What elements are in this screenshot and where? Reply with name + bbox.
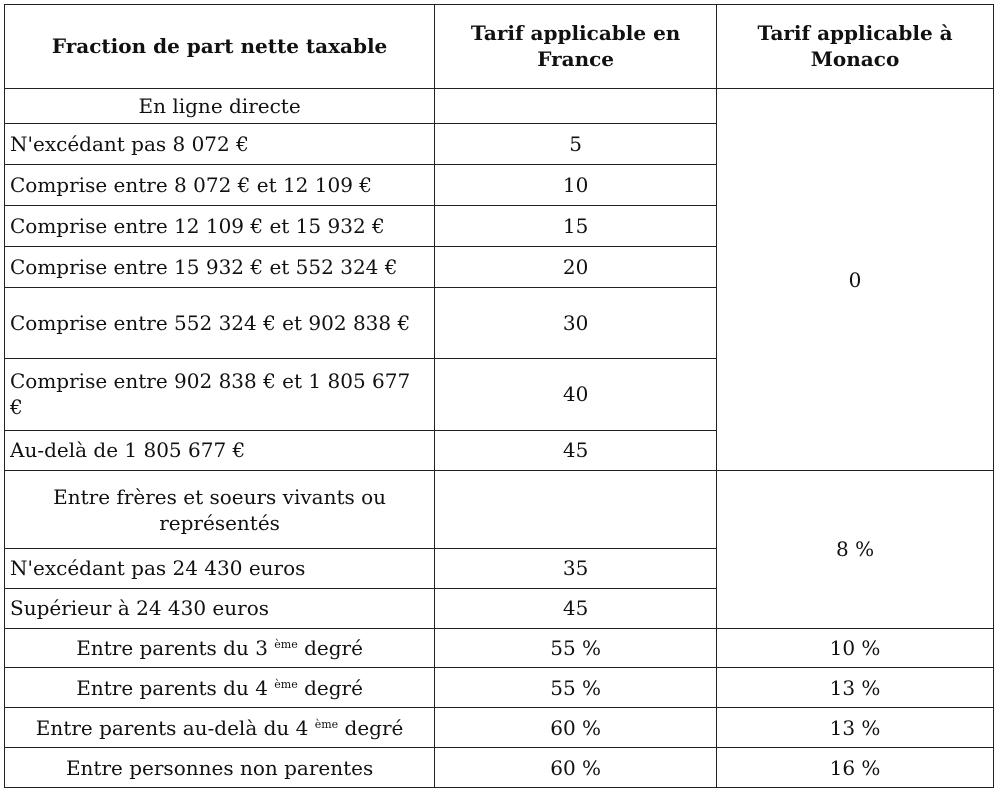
table-row <box>5 668 994 708</box>
monaco-rate-siblings: 8 % <box>717 471 994 628</box>
france-rate: 45 <box>435 588 717 628</box>
france-rate: 40 <box>435 359 717 430</box>
table-row <box>5 708 994 748</box>
relationship-label: Entre personnes non parentes <box>5 748 435 788</box>
bracket-label: Comprise entre 552 324 € et 902 838 € <box>5 287 435 358</box>
empty-cell <box>435 88 717 124</box>
section-title-siblings: Entre frères et soeurs vivants ou représentés <box>5 471 435 549</box>
bracket-label: N'excédant pas 8 072 € <box>5 124 435 165</box>
bracket-label: Supérieur à 24 430 euros <box>5 588 435 628</box>
header-row <box>5 5 994 89</box>
bracket-label: Comprise entre 8 072 € et 12 109 € <box>5 165 435 206</box>
section-title-row <box>5 88 994 124</box>
monaco-rate: 10 % <box>717 628 994 668</box>
bracket-label: Comprise entre 902 838 € et 1 805 677 € <box>5 359 435 430</box>
monaco-rate: 13 % <box>717 668 994 708</box>
header-fraction: Fraction de part nette taxable <box>5 5 435 89</box>
france-rate: 10 <box>435 165 717 206</box>
france-rate: 55 % <box>435 668 717 708</box>
france-rate: 15 <box>435 206 717 247</box>
relationship-label: Entre parents du 4 $^{ème}$ degré <box>5 668 435 708</box>
monaco-rate: 13 % <box>717 708 994 748</box>
france-rate: 60 % <box>435 748 717 788</box>
header-tarif-monaco: Tarif applicable à Monaco <box>717 5 994 89</box>
bracket-label: Comprise entre 12 109 € et 15 932 € <box>5 206 435 247</box>
relationship-label: Entre parents du 3 $^{ème}$ degré <box>5 628 435 668</box>
france-rate: 5 <box>435 124 717 165</box>
table-row <box>5 748 994 788</box>
table-row <box>5 628 994 668</box>
monaco-rate: 16 % <box>717 748 994 788</box>
france-rate: 35 <box>435 548 717 588</box>
france-rate: 45 <box>435 430 717 471</box>
empty-cell <box>435 471 717 549</box>
bracket-label: N'excédant pas 24 430 euros <box>5 548 435 588</box>
france-rate: 55 % <box>435 628 717 668</box>
monaco-rate-direct: 0 <box>717 88 994 471</box>
section-title-direct: En ligne directe <box>5 88 435 124</box>
relationship-label: Entre parents au-delà du 4 $^{ème}$ degré <box>5 708 435 748</box>
france-rate: 30 <box>435 287 717 358</box>
france-rate: 60 % <box>435 708 717 748</box>
france-rate: 20 <box>435 247 717 288</box>
section-title-row <box>5 471 994 549</box>
tax-rate-table <box>4 4 994 788</box>
bracket-label: Au-delà de 1 805 677 € <box>5 430 435 471</box>
bracket-label: Comprise entre 15 932 € et 552 324 € <box>5 247 435 288</box>
header-tarif-france: Tarif applicable en France <box>435 5 717 89</box>
